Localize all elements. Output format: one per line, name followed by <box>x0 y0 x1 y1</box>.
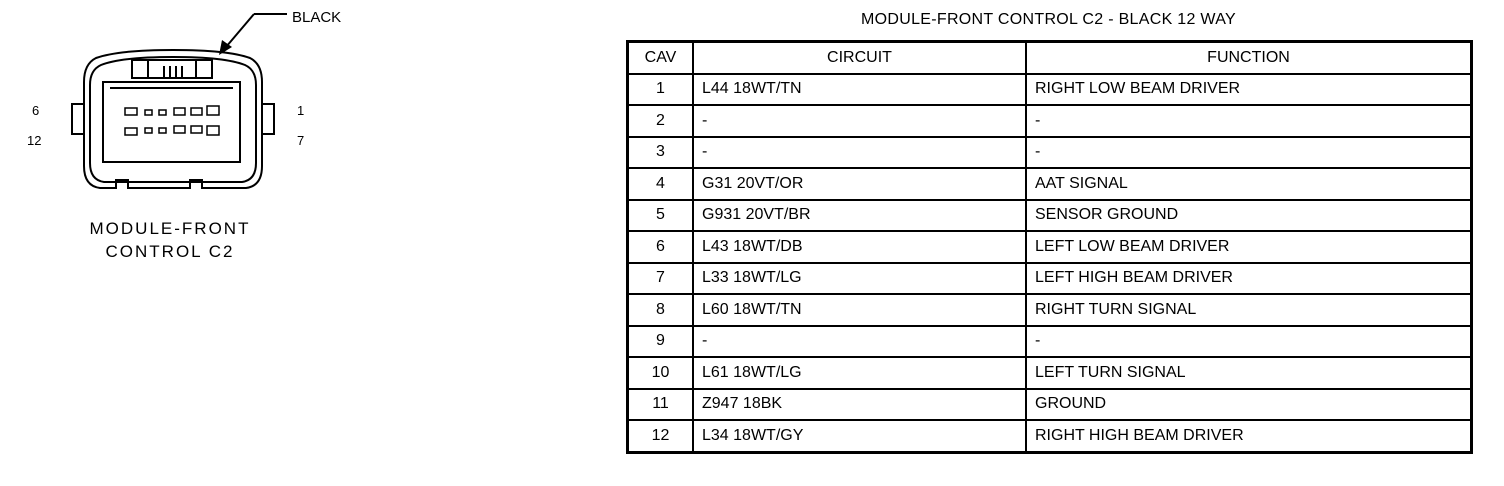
color-leader <box>226 14 287 47</box>
connector-housing <box>72 50 274 188</box>
cell-function: RIGHT HIGH BEAM DRIVER <box>1026 420 1472 452</box>
pin-label-12: 12 <box>27 133 42 148</box>
cell-circuit: L60 18WT/TN <box>693 294 1026 326</box>
cell-cav: 1 <box>628 74 694 106</box>
table-title: MODULE-FRONT CONTROL C2 - BLACK 12 WAY <box>860 11 1236 28</box>
table-row <box>628 357 1472 389</box>
table-row <box>628 74 1472 106</box>
cell-cav: 2 <box>628 105 694 137</box>
cell-circuit: L33 18WT/LG <box>693 263 1026 295</box>
table-row <box>628 294 1472 326</box>
cell-circuit: L44 18WT/TN <box>693 74 1026 106</box>
table-row <box>628 137 1472 169</box>
cell-circuit: - <box>693 137 1026 169</box>
pin-label-1: 1 <box>297 103 305 118</box>
cell-function: LEFT HIGH BEAM DRIVER <box>1026 263 1472 295</box>
cell-circuit: Z947 18BK <box>693 389 1026 421</box>
cell-function: - <box>1026 137 1472 169</box>
header-function: FUNCTION <box>1026 42 1472 74</box>
connector-caption-line1: MODULE-FRONT <box>89 219 251 238</box>
table-header-row <box>628 42 1472 74</box>
cell-cav: 8 <box>628 294 694 326</box>
pin-label-6: 6 <box>32 103 40 118</box>
pin-label-7: 7 <box>297 133 305 148</box>
cell-cav: 6 <box>628 231 694 263</box>
cell-function: GROUND <box>1026 389 1472 421</box>
cell-function: LEFT LOW BEAM DRIVER <box>1026 231 1472 263</box>
table-row <box>628 389 1472 421</box>
cell-cav: 5 <box>628 200 694 232</box>
cell-cav: 3 <box>628 137 694 169</box>
cell-function: AAT SIGNAL <box>1026 168 1472 200</box>
header-circuit: CIRCUIT <box>693 42 1026 74</box>
cell-function: LEFT TURN SIGNAL <box>1026 357 1472 389</box>
connector-color-label: BLACK <box>292 9 342 26</box>
cell-circuit: G31 20VT/OR <box>693 168 1026 200</box>
connector-cavities <box>125 106 219 135</box>
table-row <box>628 420 1472 452</box>
table-row <box>628 105 1472 137</box>
cell-function: RIGHT LOW BEAM DRIVER <box>1026 74 1472 106</box>
cell-cav: 4 <box>628 168 694 200</box>
table-row <box>628 168 1472 200</box>
cell-function: RIGHT TURN SIGNAL <box>1026 294 1472 326</box>
cell-function: SENSOR GROUND <box>1026 200 1472 232</box>
header-cav: CAV <box>628 42 694 74</box>
connector-caption-line2: CONTROL C2 <box>105 242 235 261</box>
cell-circuit: L61 18WT/LG <box>693 357 1026 389</box>
table-row <box>628 231 1472 263</box>
cell-circuit: G931 20VT/BR <box>693 200 1026 232</box>
cell-function: - <box>1026 105 1472 137</box>
pinout-table <box>626 40 1473 454</box>
cell-cav: 11 <box>628 389 694 421</box>
table-row <box>628 263 1472 295</box>
cell-cav: 7 <box>628 263 694 295</box>
table-row <box>628 200 1472 232</box>
cell-cav: 9 <box>628 326 694 358</box>
cell-circuit: - <box>693 326 1026 358</box>
table-row <box>628 326 1472 358</box>
cell-cav: 10 <box>628 357 694 389</box>
cell-circuit: L34 18WT/GY <box>693 420 1026 452</box>
cell-function: - <box>1026 326 1472 358</box>
cell-circuit: L43 18WT/DB <box>693 231 1026 263</box>
cell-circuit: - <box>693 105 1026 137</box>
cell-cav: 12 <box>628 420 694 452</box>
